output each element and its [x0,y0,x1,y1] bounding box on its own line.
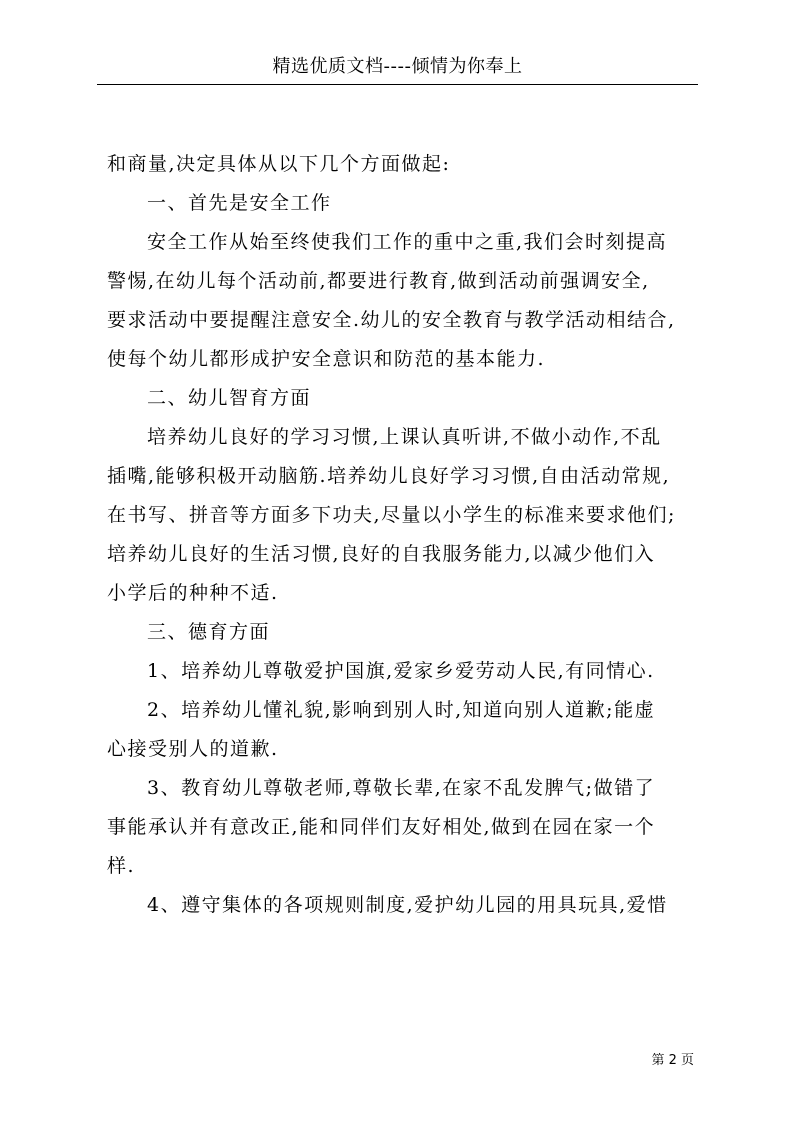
body-line: 要求活动中要提醒注意安全.幼儿的安全教育与教学活动相结合, [107,309,676,331]
body-line: 和商量,决定具体从以下几个方面做起: [107,153,451,175]
page-number: 第 2 页 [651,1053,694,1068]
list-item: 3、教育幼儿尊敬老师,尊敬长辈,在家不乱发脾气;做错了 [147,777,656,799]
section-heading-intellectual: 二、幼儿智育方面 [147,387,312,409]
body-line: 样. [107,855,136,877]
list-item: 4、遵守集体的各项规则制度,爱护幼儿园的用具玩具,爱惜 [147,894,668,916]
body-line: 小学后的种种不适. [107,582,279,604]
list-item: 2、培养幼儿懂礼貌,影响到别人时,知道向别人道歉;能虚 [147,699,656,721]
section-heading-moral: 三、德育方面 [147,621,271,643]
body-line: 心接受别人的道歉. [107,738,279,760]
body-line: 培养幼儿良好的生活习惯,良好的自我服务能力,以减少他们入 [107,543,656,565]
body-line: 培养幼儿良好的学习习惯,上课认真听讲,不做小动作,不乱 [147,426,662,448]
section-heading-safety: 一、首先是安全工作 [147,192,332,214]
body-line: 警惕,在幼儿每个活动前,都要进行教育,做到活动前强调安全, [107,270,650,292]
body-text [107,145,697,925]
page-header-title: 精选优质文档----倾情为你奉上 [272,56,523,77]
body-line: 安全工作从始至终使我们工作的重中之重,我们会时刻提高 [147,231,668,253]
list-item: 1、培养幼儿尊敬爱护国旗,爱家乡爱劳动人民,有同情心. [147,660,655,682]
body-line: 插嘴,能够积极开动脑筋.培养幼儿良好学习习惯,自由活动常规, [107,465,671,487]
body-line: 事能承认并有意改正,能和同伴们友好相处,做到在园在家一个 [107,816,656,838]
header-divider [97,84,698,85]
body-line: 在书写、拼音等方面多下功夫,尽量以小学生的标准来要求他们; [107,504,676,526]
body-line: 使每个幼儿都形成护安全意识和防范的基本能力. [107,348,546,370]
